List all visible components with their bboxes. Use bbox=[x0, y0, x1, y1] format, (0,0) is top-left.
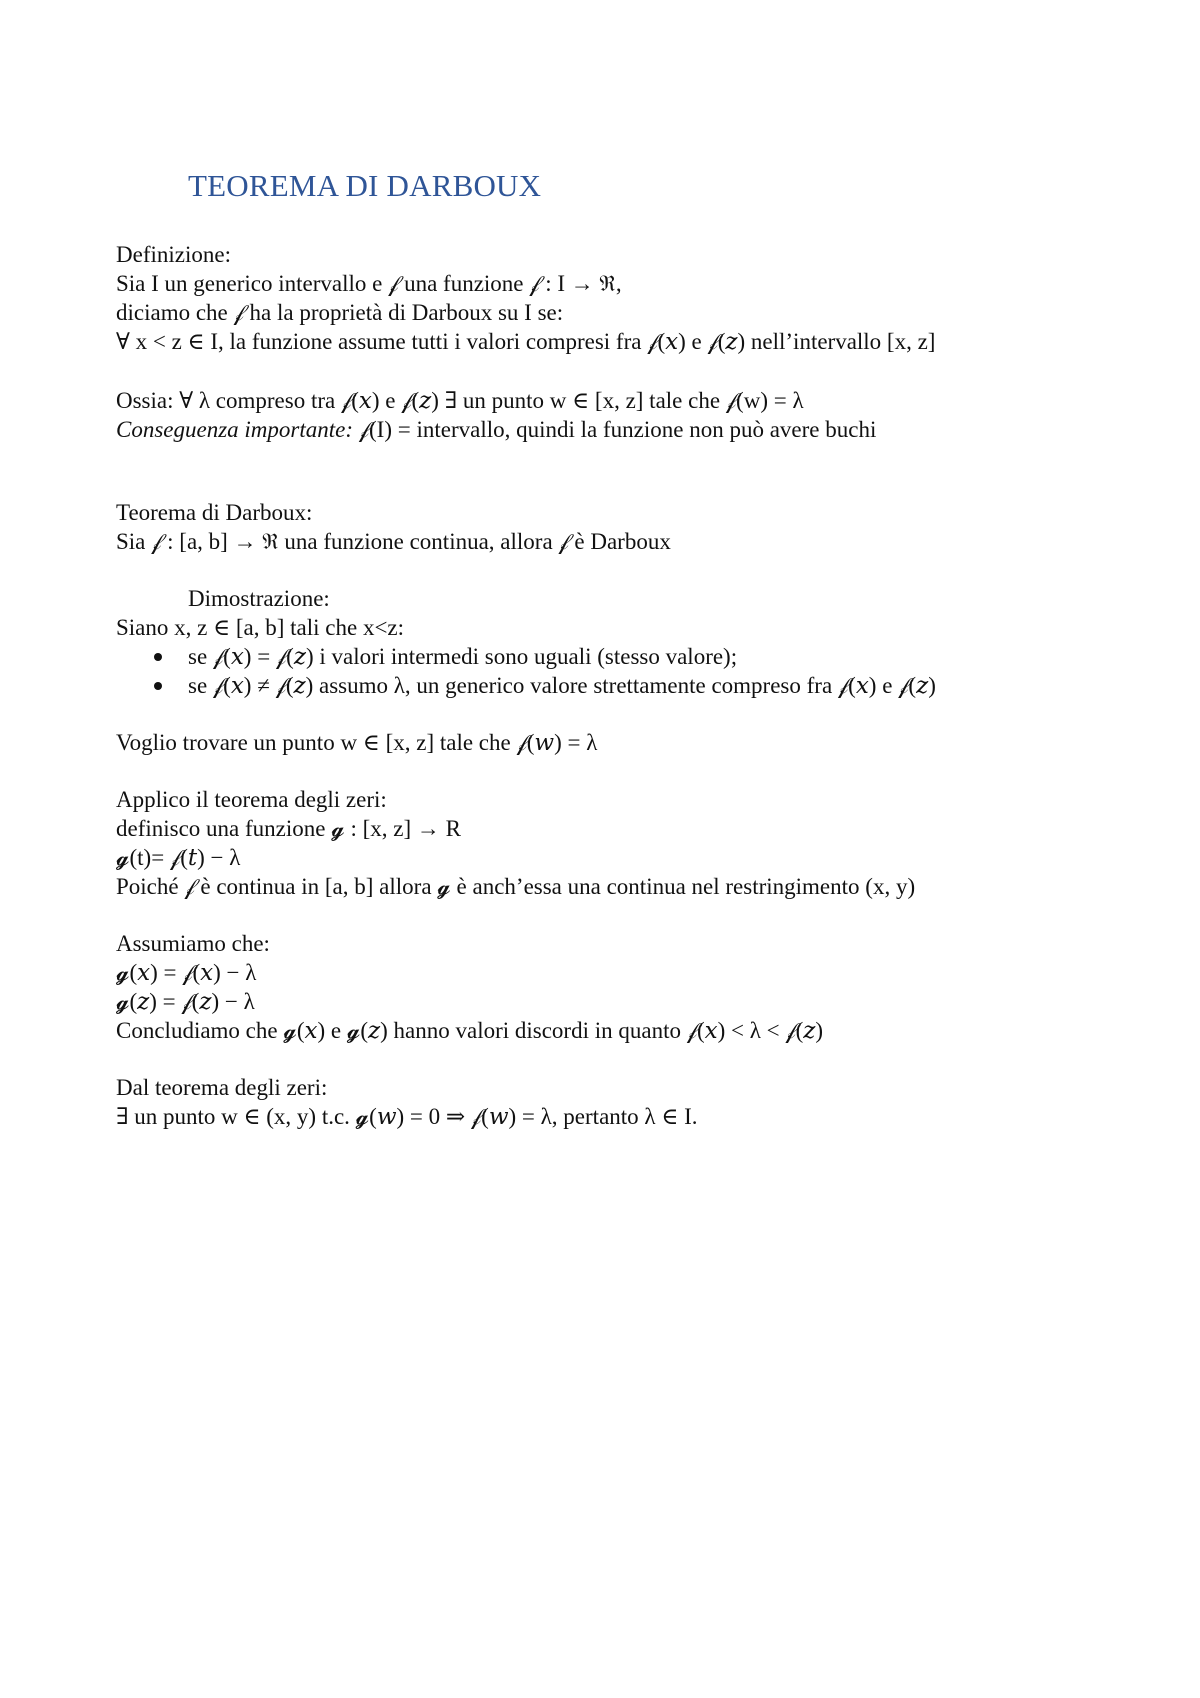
list-item bbox=[188, 642, 1116, 671]
spacer bbox=[116, 757, 1116, 785]
proof-line-1: Siano x, z ∈ [a, b] tali che x<z: bbox=[116, 615, 405, 640]
spacer bbox=[116, 901, 1116, 929]
bullet-icon bbox=[154, 682, 162, 690]
assume-line-3: Concludiamo che 𝓰(𝑥) e 𝓰(𝑧) hanno valori discordi in quanto 𝒻(𝑥) < λ < 𝒻(𝑧) bbox=[116, 1018, 824, 1043]
theorem-heading: Teorema di Darboux: bbox=[116, 500, 313, 525]
proof-goal: Voglio trovare un punto w ∈ [x, z] tale che 𝒻(𝑤) = λ bbox=[116, 730, 598, 755]
spacer bbox=[116, 700, 1116, 728]
definition-line-3: ∀ x < z ∈ I, la funzione assume tutti i valori compresi fra 𝒻(𝑥) e 𝒻(𝑧) nell’intervallo [x, z] bbox=[116, 329, 936, 354]
final-heading: Dal teorema degli zeri: bbox=[116, 1075, 328, 1100]
zeros-line-1: definisco una funzione 𝓰 : [x, z] → R bbox=[116, 816, 461, 841]
definition-line-1: Sia I un generico intervallo e 𝒻 una funzione 𝒻 : I → ℜ, bbox=[116, 271, 622, 296]
document-body bbox=[116, 240, 1116, 1131]
spacer bbox=[116, 1045, 1116, 1073]
bullet-text: se 𝒻(𝑥) ≠ 𝒻(𝑧) assumo λ, un generico valore strettamente compreso fra 𝒻(𝑥) e 𝒻(𝑧) bbox=[188, 673, 936, 698]
zeros-line-2: 𝓰(t)= 𝒻(𝑡) − λ bbox=[116, 845, 241, 870]
proof-heading: Dimostrazione: bbox=[188, 586, 330, 611]
document-title: TEOREMA DI DARBOUX bbox=[188, 168, 542, 203]
zeros-heading: Applico il teorema degli zeri: bbox=[116, 787, 387, 812]
definition-line-2: diciamo che 𝒻 ha la proprietà di Darboux su I se: bbox=[116, 300, 564, 325]
list-item bbox=[188, 671, 1116, 700]
definition-line-4: Ossia: ∀ λ compreso tra 𝒻(𝑥) e 𝒻(𝑧) ∃ un punto w ∈ [x, z] tale che 𝒻(w) = λ bbox=[116, 388, 804, 413]
definition-heading: Definizione: bbox=[116, 242, 231, 267]
bullet-text: se 𝒻(𝑥) = 𝒻(𝑧) i valori intermedi sono uguali (stesso valore); bbox=[188, 644, 738, 669]
bullet-icon bbox=[154, 653, 162, 661]
proof-bullet-list bbox=[116, 642, 1116, 700]
spacer bbox=[116, 556, 1116, 584]
assume-heading: Assumiamo che: bbox=[116, 931, 270, 956]
consequence-text: 𝒻(I) = intervallo, quindi la funzione non può avere buchi bbox=[353, 417, 877, 442]
theorem-statement: Sia 𝒻 : [a, b] → ℜ una funzione continua, allora 𝒻 è Darboux bbox=[116, 529, 671, 554]
consequence-line bbox=[116, 415, 1116, 444]
spacer bbox=[116, 444, 1116, 498]
assume-line-1: 𝓰(𝑥) = 𝒻(𝑥) − λ bbox=[116, 960, 257, 985]
final-line: ∃ un punto w ∈ (x, y) t.c. 𝓰(𝑤) = 0 ⇒ 𝒻(𝑤) = λ, pertanto λ ∈ I. bbox=[116, 1104, 698, 1129]
zeros-line-3: Poiché 𝒻 è continua in [a, b] allora 𝓰 è anch’essa una continua nel restringimento (x, y) bbox=[116, 874, 916, 899]
consequence-label: Conseguenza importante: bbox=[116, 417, 354, 442]
assume-line-2: 𝓰(𝑧) = 𝒻(𝑧) − λ bbox=[116, 989, 255, 1014]
spacer bbox=[116, 356, 1116, 386]
